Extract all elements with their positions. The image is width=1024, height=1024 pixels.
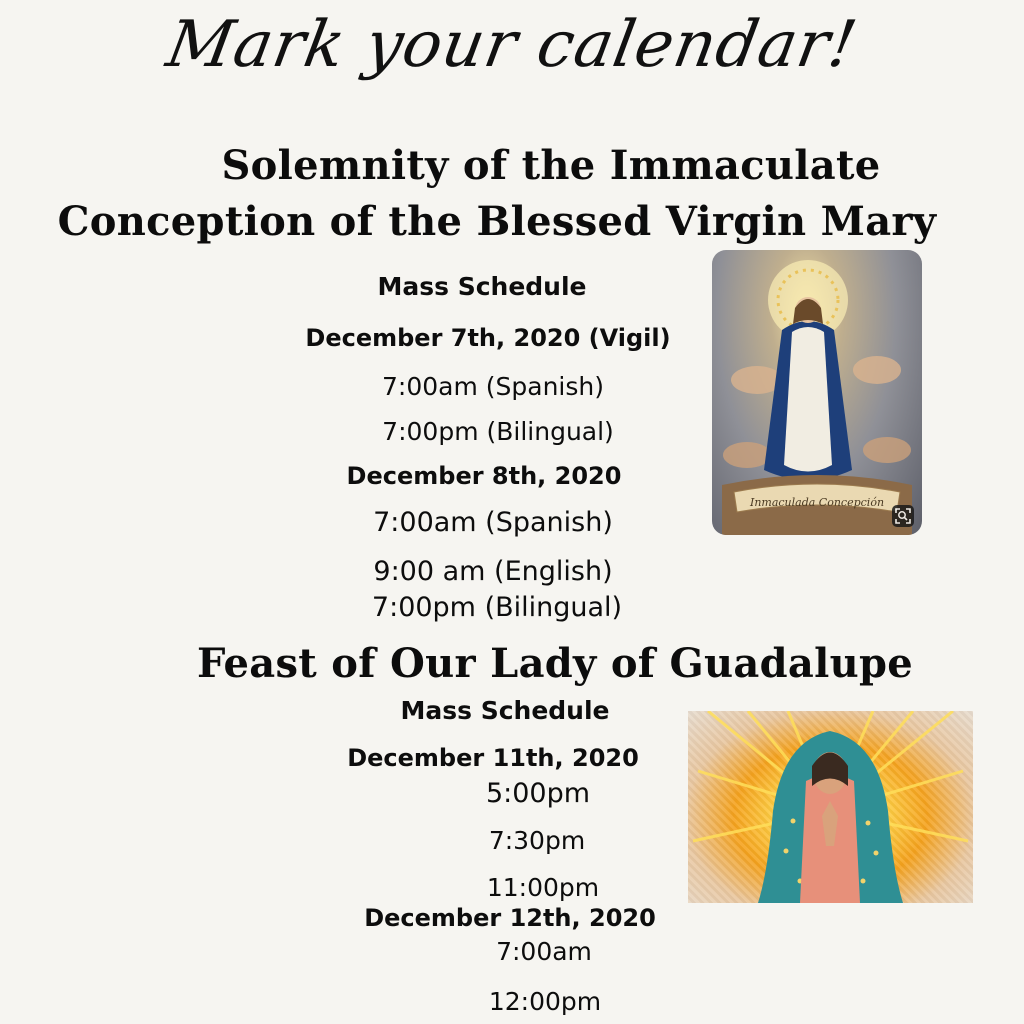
guadalupe-day1-time-2: 7:30pm	[488, 826, 586, 855]
guadalupe-day2-time-2: 12:00pm	[488, 987, 602, 1016]
immaculate-schedule-label: Mass Schedule	[377, 272, 587, 301]
guadalupe-day1-time-1: 5:00pm	[485, 778, 591, 809]
immaculate-day1-time-2: 7:00pm (Bilingual)	[382, 417, 614, 446]
script-title: Mark your calendar!	[161, 8, 863, 82]
immaculate-title-line2: Conception of the Blessed Virgin Mary	[57, 198, 937, 245]
immaculate-day2-date: December 8th, 2020	[346, 462, 622, 490]
image-banner-text: Inmaculada Concepción	[749, 496, 885, 509]
immaculate-title-line1: Solemnity of the Immaculate	[221, 142, 881, 189]
guadalupe-day2-time-1: 7:00am	[496, 937, 592, 966]
immaculate-conception-image	[712, 250, 922, 535]
guadalupe-day2-date: December 12th, 2020	[364, 904, 656, 932]
zoom-lens-icon[interactable]	[892, 505, 914, 527]
immaculate-day1-date: December 7th, 2020 (Vigil)	[305, 324, 671, 352]
our-lady-of-guadalupe-image	[688, 711, 973, 903]
immaculate-day2-time-2: 9:00 am (English)	[373, 556, 613, 587]
guadalupe-schedule-label: Mass Schedule	[400, 696, 610, 725]
guadalupe-title: Feast of Our Lady of Guadalupe	[197, 640, 913, 687]
immaculate-day2-time-1: 7:00am (Spanish)	[373, 507, 613, 538]
guadalupe-day1-time-3: 11:00pm	[486, 873, 600, 902]
immaculate-day1-time-1: 7:00am (Spanish)	[382, 372, 604, 401]
guadalupe-day1-date: December 11th, 2020	[347, 744, 639, 772]
immaculate-day2-time-3: 7:00pm (Bilingual)	[371, 592, 623, 623]
